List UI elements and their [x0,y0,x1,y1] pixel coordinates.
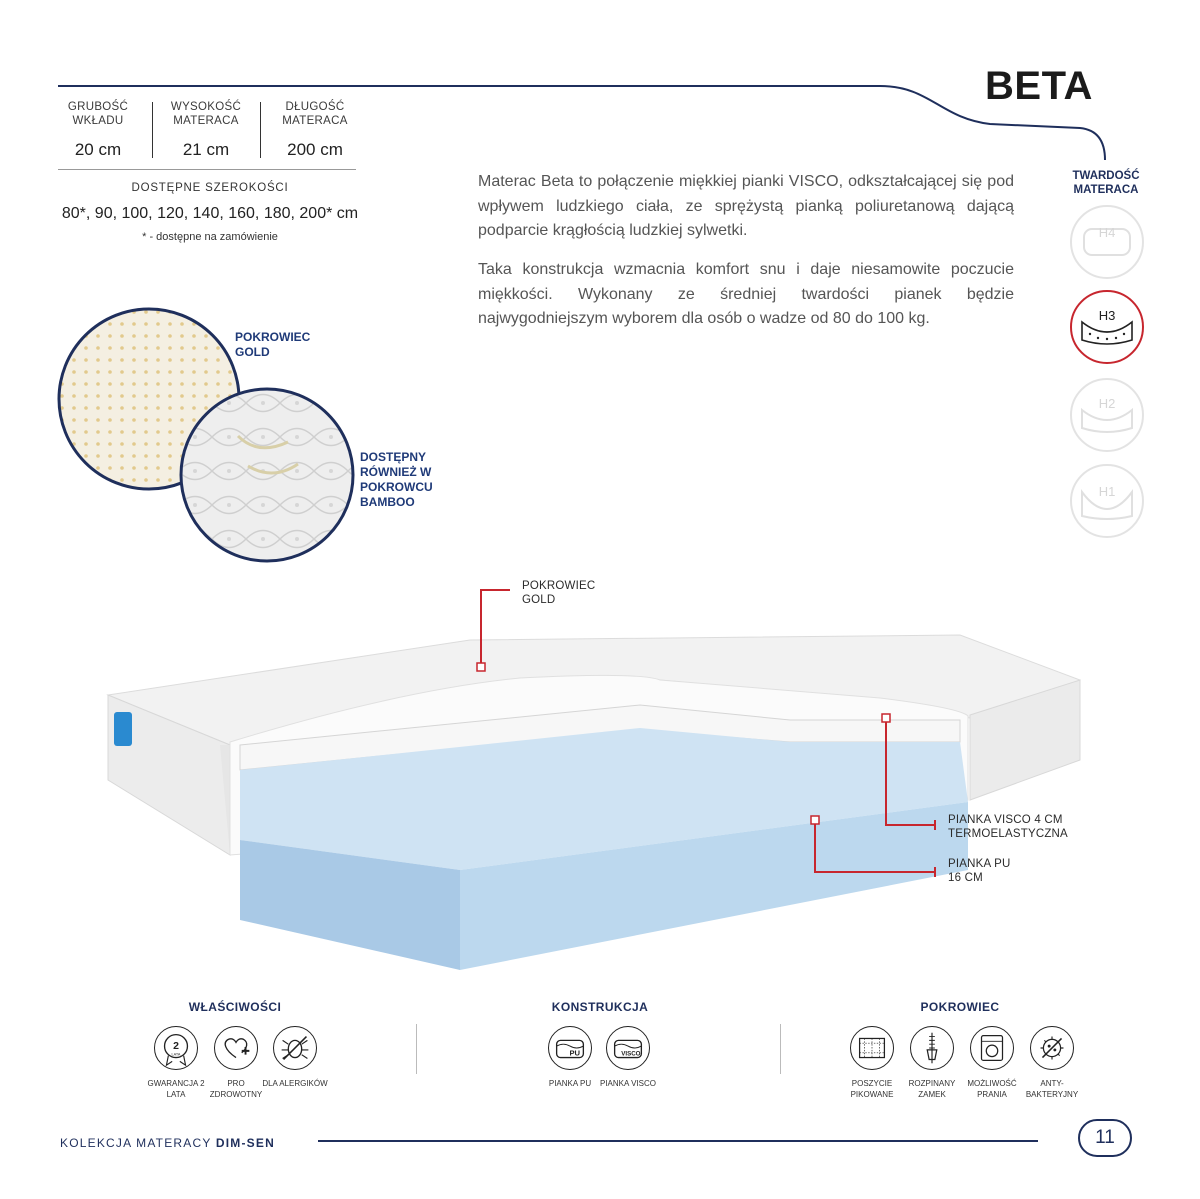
health-heart-icon [214,1026,258,1070]
widths-title: DOSTĘPNE SZEROKOŚCI [131,182,289,194]
cover-bamboo-label: DOSTĘPNY RÓWNIEŻ W POKROWCU BAMBOO [360,450,433,509]
guarantee-years: 2 [173,1039,179,1052]
icon-label: GWARANCJA 2 LATA [147,1079,205,1099]
quilted-cover-icon [850,1026,894,1070]
antibacterial-icon [1030,1026,1074,1070]
layer-visco-label: PIANKA VISCO 4 CM TERMOELASTYCZNA [948,814,1068,840]
guarantee-unit: LATA [171,1052,181,1057]
product-title: BETA [985,64,1093,108]
footer-rule [318,1140,1038,1142]
firmness-code: H2 [1098,396,1116,411]
firmness-code: H4 [1098,225,1116,240]
layer-pu-label: PIANKA PU 16 CM [948,858,1011,884]
widths-values: 80*, 90, 100, 120, 140, 160, 180, 200* cm [61,205,359,222]
description-paragraph-2: Taka konstrukcja wzmacnia komfort snu i daje niesamowite poczucie miękkości. Wykonany ze średniej twardości pianek będzie najwygodniejszym wyborem dla osób o wadze od 80 do 100 kg. [478,261,1014,327]
spec-label: GRUBOŚĆ WKŁADU [67,101,129,127]
icon-label: PIANKA VISCO [599,1079,657,1088]
icon-label: PRO ZDROWOTNY [209,1079,263,1099]
icon-label: ANTY-BAKTERYJNY [1025,1079,1079,1099]
icon-label: PIANKA PU [548,1079,592,1088]
footer-collection [60,1136,275,1150]
foam-tag: VISCO [621,1050,641,1058]
icon-label: ROZPINANY ZAMEK [908,1079,956,1099]
zipper-icon [910,1026,954,1070]
firmness-code: H3 [1098,308,1116,323]
spec-label: WYSOKOŚĆ MATERACA [170,101,242,127]
foam-visco-icon [606,1026,650,1070]
section-divider [780,1024,781,1074]
washing-machine-icon [970,1026,1014,1070]
description-paragraph-1: Materac Beta to połączenie miękkiej pianki VISCO, odkształcającej się pod wpływem ludzkiego ciała, ze sprężystą pianką poliuretanową dającą podparcie krągłością ludzkiej sylwetki. [478,173,1014,239]
firmness-code: H1 [1098,484,1116,499]
spec-value: 200 cm [287,140,343,159]
cover-gold-label: POKROWIEC GOLD [235,330,311,359]
properties-title: WŁAŚCIWOŚCI [188,1000,282,1014]
page-number: 11 [1078,1119,1132,1157]
layer-cover-label: POKROWIEC GOLD [522,580,596,606]
footer-prefix: KOLEKCJA MATERACY [60,1136,212,1150]
spec-label: DŁUGOŚĆ MATERACA [282,101,348,127]
icon-label: DLA ALERGIKÓW [262,1079,328,1088]
spec-value: 20 cm [74,140,122,159]
section-divider [416,1024,417,1074]
allergy-mite-icon [273,1026,317,1070]
cover-title: POKROWIEC [920,1000,1000,1014]
foam-tag: PU [569,1048,581,1058]
guarantee-2-years-icon [154,1026,198,1070]
firmness-title: TWARDOŚĆ MATERACA [1072,170,1140,196]
spec-value: 21 cm [182,140,230,159]
icon-label: MOŻLIWOŚĆ PRANIA [967,1079,1017,1099]
construction-title: KONSTRUKCJA [551,1000,649,1014]
foam-pu-icon [548,1026,592,1070]
widths-note: * - dostępne na zamówienie [142,231,278,243]
footer-brand: DIM-SEN [215,1136,275,1150]
icon-label: POSZYCIE PIKOWANE [850,1079,894,1099]
